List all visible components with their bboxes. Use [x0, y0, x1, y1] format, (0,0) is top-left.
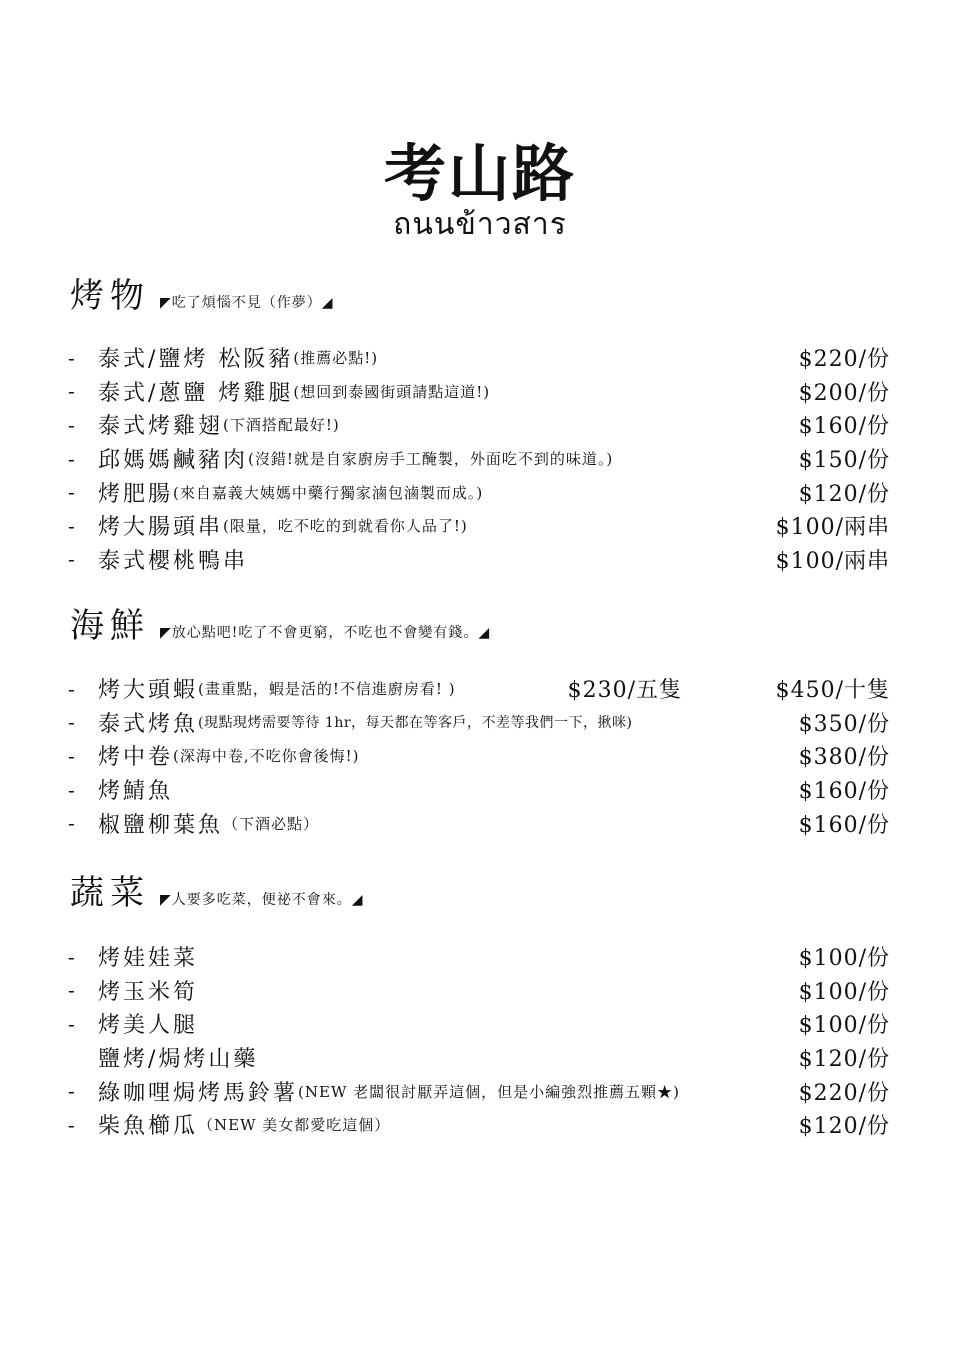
section-header-seafood [70, 606, 490, 646]
item-name: 邱媽媽鹹豬肉 [98, 448, 249, 474]
bullet-dash: - [68, 944, 75, 969]
triangle-bottom-right-icon: ◢ [478, 625, 491, 641]
item-name: 烤鯖魚 [98, 779, 174, 805]
bullet-dash: - [68, 743, 75, 768]
bullet-dash: - [68, 1011, 75, 1036]
bullet-dash: - [68, 777, 75, 802]
section-header-grill [70, 276, 334, 316]
menu-item [68, 475, 890, 509]
triangle-bottom-right-icon: ◢ [321, 295, 334, 311]
bullet-dash: - [68, 676, 75, 701]
item-note: (NEW 老闆很討厭弄這個，但是小編強烈推薦五顆★) [298, 1082, 680, 1101]
bullet-dash: - [68, 345, 75, 370]
item-price-small-portion: $230/五隻 [567, 678, 682, 704]
bullet-dash: - [68, 379, 75, 404]
item-note: (沒錯!就是自家廚房手工醃製，外面吃不到的味道。) [248, 450, 614, 469]
bullet-dash: - [68, 513, 75, 538]
item-price: $350/份 [798, 711, 890, 737]
item-price: $450/十隻 [775, 678, 890, 704]
menu-item [68, 375, 890, 409]
section-title: 烤物 [70, 276, 150, 316]
bullet-dash: - [68, 446, 75, 471]
item-name: 椒鹽柳葉魚 [98, 812, 224, 838]
menu-item [68, 1074, 890, 1108]
item-name: 烤大頭蝦 [98, 678, 199, 704]
bullet-dash: - [68, 1112, 75, 1137]
logo-thai-name: ถนนข้าวสาร [393, 207, 567, 242]
item-name: 鹽烤/焗烤山藥 [98, 1047, 259, 1073]
item-name: 泰式櫻桃鴨串 [98, 548, 249, 574]
menu-item [68, 408, 890, 442]
item-note: (限量，吃不吃的到就看你人品了!) [223, 517, 468, 536]
item-name: 泰式烤魚 [98, 711, 199, 737]
item-price: $380/份 [798, 745, 890, 771]
logo-chinese-name: 考山路 [383, 137, 576, 210]
menu-item [68, 773, 890, 807]
item-note: (現點現烤需要等待 1hr，每天都在等客戶，不差等我們一下，揪咪) [198, 715, 633, 732]
item-note: (畫重點，蝦是活的!不信進廚房看! ) [198, 680, 456, 699]
item-price: $200/份 [798, 380, 890, 406]
item-price: $160/份 [798, 812, 890, 838]
item-note: (下酒搭配最好!) [223, 416, 340, 435]
triangle-top-left-icon: ◤ [160, 892, 172, 908]
triangle-top-left-icon: ◤ [160, 625, 172, 641]
menu-item [68, 974, 890, 1008]
menu-item [68, 940, 890, 974]
item-price: $120/份 [798, 1047, 890, 1073]
restaurant-logo [0, 138, 960, 242]
item-list-grill [68, 341, 890, 576]
item-note: (推薦必點!) [293, 349, 379, 368]
bullet-dash: - [68, 1079, 75, 1104]
menu-item [68, 341, 890, 375]
bullet-dash: - [68, 710, 75, 735]
section-note: ◤吃了煩惱不見（作夢）◢ [160, 295, 334, 311]
item-price: $100/份 [798, 979, 890, 1005]
item-price: $100/份 [798, 1013, 890, 1039]
item-price: $220/份 [798, 1080, 890, 1106]
menu-item [68, 739, 890, 773]
menu-item [68, 1108, 890, 1142]
section-note: ◤人要多吃菜，便祕不會來。◢ [160, 892, 364, 908]
item-note: (想回到泰國街頭請點這道!) [293, 382, 491, 401]
menu-item [68, 442, 890, 476]
item-price: $160/份 [798, 779, 890, 805]
menu-item [68, 806, 890, 840]
item-name: 泰式/鹽烤 松阪豬 [98, 347, 294, 373]
item-name: 烤玉米筍 [98, 979, 199, 1005]
item-list-vegetables [68, 940, 890, 1142]
item-price: $150/份 [798, 448, 890, 474]
item-price: $100/份 [798, 946, 890, 972]
item-name: 泰式/蔥鹽 烤雞腿 [98, 380, 294, 406]
item-price: $160/份 [798, 414, 890, 440]
section-note: ◤放心點吧!吃了不會更窮，不吃也不會變有錢。◢ [160, 625, 491, 641]
bullet-dash: - [68, 811, 75, 836]
menu-item [68, 1041, 890, 1075]
bullet-dash: - [68, 480, 75, 505]
item-name: 烤美人腿 [98, 1013, 199, 1039]
section-title: 海鮮 [70, 606, 150, 646]
item-name: 烤肥腸 [98, 481, 174, 507]
bullet-dash: - [68, 978, 75, 1003]
item-name: 烤娃娃菜 [98, 946, 199, 972]
item-note: (深海中卷,不吃你會後悔!) [173, 747, 360, 766]
menu-item [68, 706, 890, 740]
menu-item [68, 672, 890, 706]
item-note: （NEW 美女都愛吃這個） [198, 1116, 391, 1135]
item-name: 烤中卷 [98, 745, 174, 771]
item-note: (來自嘉義大姨媽中藥行獨家滷包滷製而成。) [173, 483, 484, 502]
item-price: $220/份 [798, 347, 890, 373]
menu-item [68, 509, 890, 543]
item-note: （下酒必點） [223, 814, 320, 833]
item-price: $120/份 [798, 1114, 890, 1140]
item-list-seafood [68, 672, 890, 840]
item-price: $120/份 [798, 481, 890, 507]
triangle-top-left-icon: ◤ [160, 295, 172, 311]
item-name: 綠咖哩焗烤馬鈴薯 [98, 1080, 299, 1106]
triangle-bottom-right-icon: ◢ [351, 892, 364, 908]
item-name: 柴魚櫛瓜 [98, 1114, 199, 1140]
menu-item [68, 1007, 890, 1041]
item-price: $100/兩串 [775, 515, 890, 541]
item-name: 烤大腸頭串 [98, 515, 224, 541]
item-name: 泰式烤雞翅 [98, 414, 224, 440]
menu-item [68, 543, 890, 577]
section-header-vegetables [70, 873, 364, 913]
bullet-dash: - [68, 412, 75, 437]
bullet-dash: - [68, 547, 75, 572]
item-price: $100/兩串 [775, 548, 890, 574]
section-title: 蔬菜 [70, 873, 150, 913]
